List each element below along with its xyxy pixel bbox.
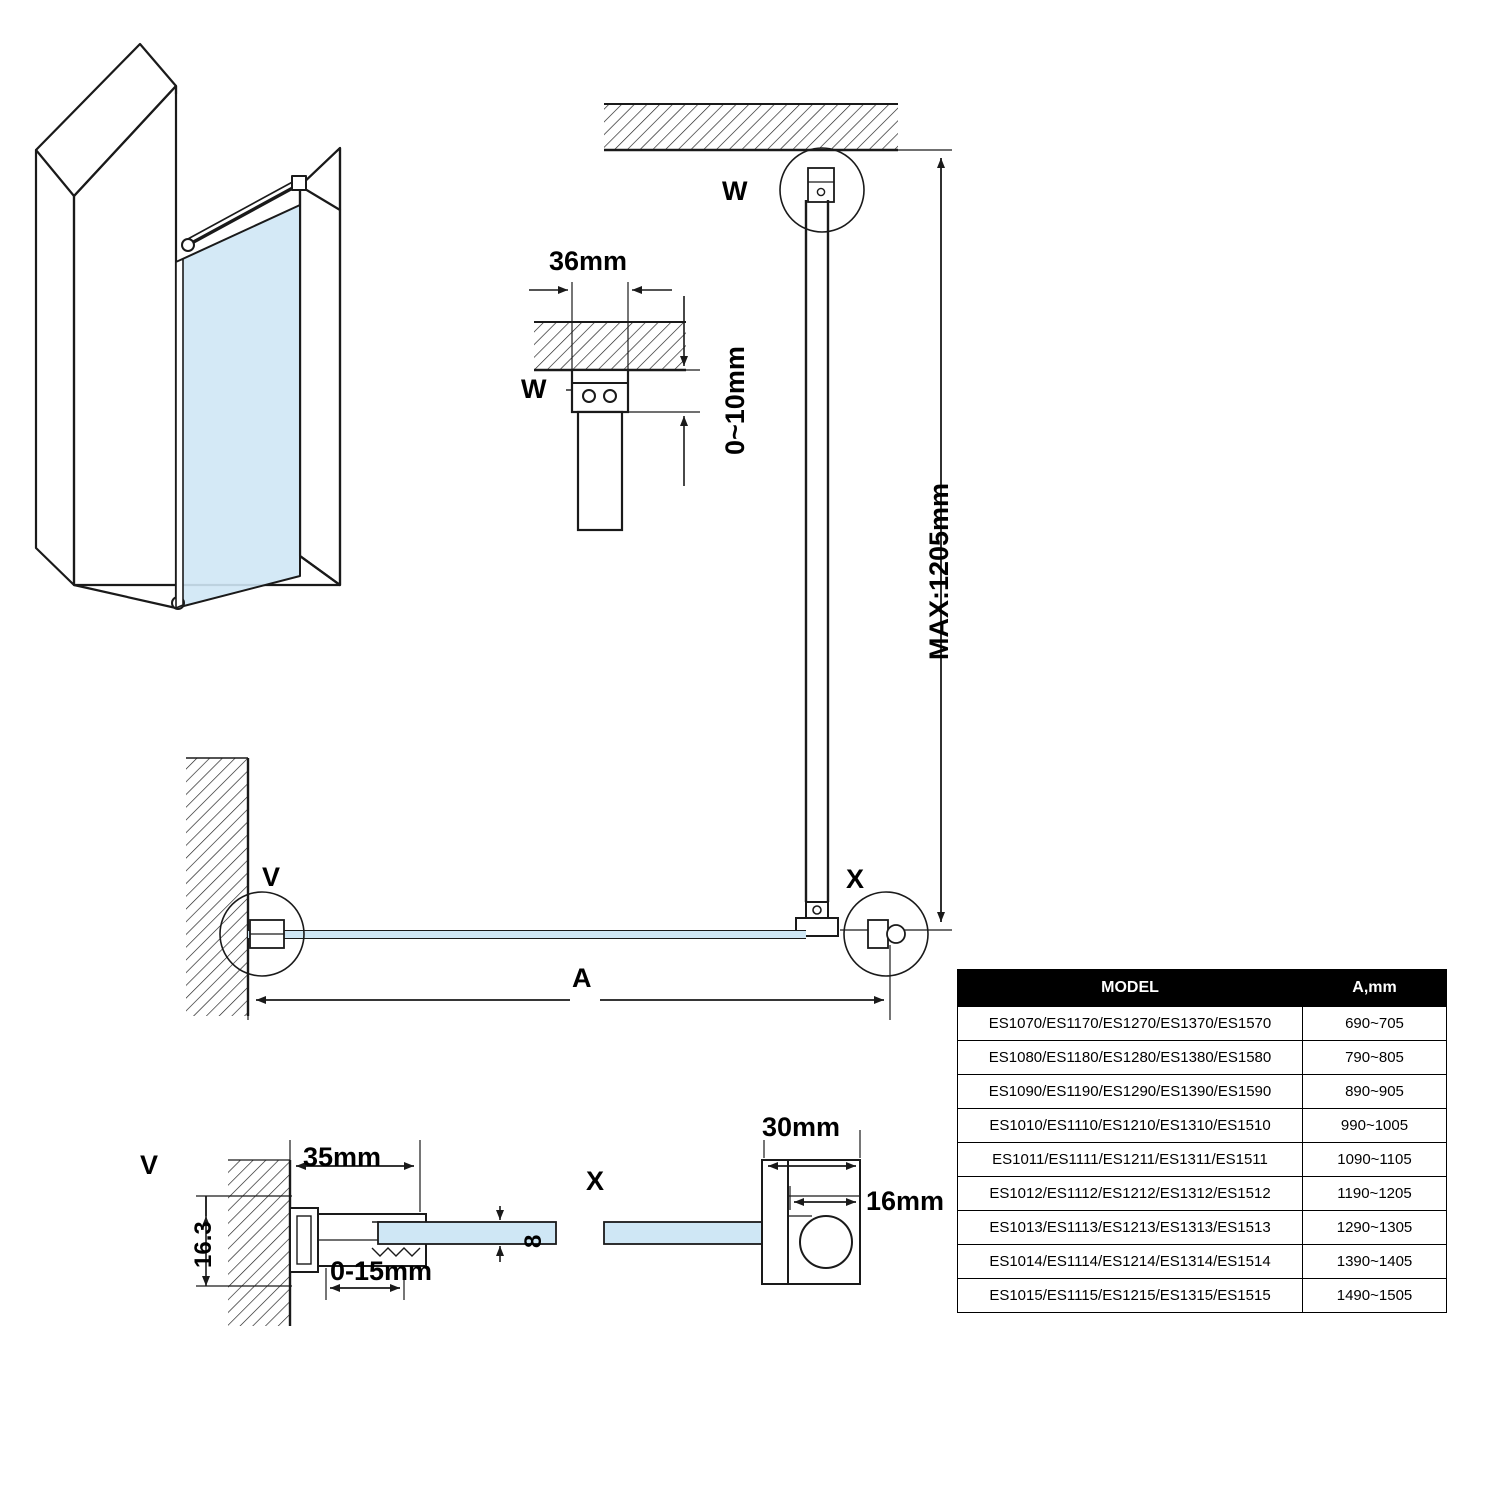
cell-a-mm: 1090~1105 bbox=[1303, 1143, 1447, 1177]
cell-model: ES1014/ES1114/ES1214/ES1314/ES1514 bbox=[958, 1245, 1303, 1279]
cell-a-mm: 1390~1405 bbox=[1303, 1245, 1447, 1279]
plan-view bbox=[186, 758, 928, 1020]
cell-model: ES1080/ES1180/ES1280/ES1380/ES1580 bbox=[958, 1041, 1303, 1075]
table-row bbox=[958, 1143, 1447, 1177]
callout-label-x-detail: X bbox=[586, 1166, 605, 1196]
cell-model: ES1012/ES1112/ES1212/ES1312/ES1512 bbox=[958, 1177, 1303, 1211]
cell-a-mm: 990~1005 bbox=[1303, 1109, 1447, 1143]
callout-label-v-detail: V bbox=[140, 1150, 159, 1180]
cell-a-mm: 1490~1505 bbox=[1303, 1279, 1447, 1313]
callout-label-x-plan: X bbox=[846, 864, 865, 894]
cell-model: ES1015/ES1115/ES1215/ES1315/ES1515 bbox=[958, 1279, 1303, 1313]
table-header-row bbox=[958, 970, 1447, 1007]
callout-label-v-plan: V bbox=[262, 862, 281, 892]
cell-a-mm: 1290~1305 bbox=[1303, 1211, 1447, 1245]
dim-width-a: A bbox=[572, 963, 592, 993]
cell-model: ES1070/ES1170/ES1270/ES1370/ES1570 bbox=[958, 1007, 1303, 1041]
column-header-model: MODEL bbox=[958, 970, 1303, 1007]
isometric-overview bbox=[36, 44, 340, 609]
model-spec-table bbox=[957, 969, 1447, 1313]
x-detail-bar-clamp bbox=[604, 1130, 860, 1284]
dim-max-height: MAX:1205mm bbox=[924, 482, 954, 660]
callout-label-w-elevation: W bbox=[722, 176, 748, 206]
cell-a-mm: 1190~1205 bbox=[1303, 1177, 1447, 1211]
dim-profile-height: 16.3 bbox=[190, 1221, 217, 1268]
cell-model: ES1011/ES1111/ES1211/ES1311/ES1511 bbox=[958, 1143, 1303, 1177]
table-row bbox=[958, 1245, 1447, 1279]
cell-model: ES1010/ES1110/ES1210/ES1310/ES1510 bbox=[958, 1109, 1303, 1143]
callout-label-w-detail: W bbox=[521, 374, 547, 404]
dim-glass-thickness: 8 bbox=[520, 1234, 547, 1248]
table-row bbox=[958, 1075, 1447, 1109]
column-header-a-mm: A,mm bbox=[1303, 970, 1447, 1007]
table-row bbox=[958, 1041, 1447, 1075]
dim-x-outer: 30mm bbox=[762, 1112, 841, 1142]
front-elevation bbox=[604, 104, 952, 936]
cell-a-mm: 890~905 bbox=[1303, 1075, 1447, 1109]
table-row bbox=[958, 1211, 1447, 1245]
dim-bracket-adjust: 0~10mm bbox=[720, 346, 750, 455]
dim-x-inner: 16mm bbox=[866, 1186, 945, 1216]
dim-bracket-depth: 36mm bbox=[549, 246, 628, 276]
table-row bbox=[958, 1279, 1447, 1313]
w-detail-bracket bbox=[529, 282, 700, 530]
table-row bbox=[958, 1177, 1447, 1211]
cell-a-mm: 790~805 bbox=[1303, 1041, 1447, 1075]
cell-a-mm: 690~705 bbox=[1303, 1007, 1447, 1041]
table-row bbox=[958, 1109, 1447, 1143]
dim-profile-adjust: 0-15mm bbox=[330, 1256, 433, 1286]
cell-model: ES1090/ES1190/ES1290/ES1390/ES1590 bbox=[958, 1075, 1303, 1109]
cell-model: ES1013/ES1113/ES1213/ES1313/ES1513 bbox=[958, 1211, 1303, 1245]
dim-profile-width: 35mm bbox=[303, 1142, 382, 1172]
table-row bbox=[958, 1007, 1447, 1041]
